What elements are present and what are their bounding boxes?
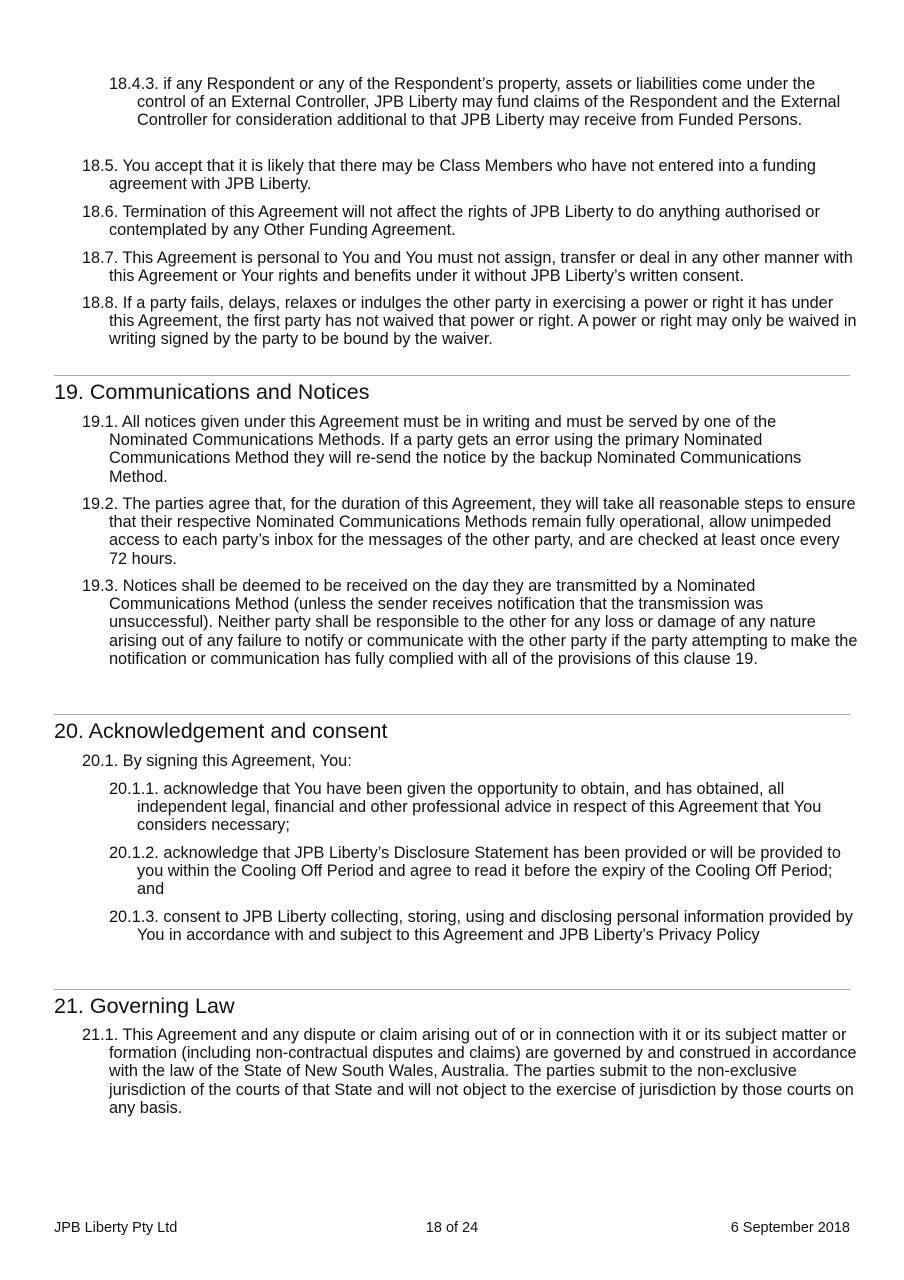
clause-18-4-3: 18.4.3. if any Respondent or any of the Respondent’s property, assets or liabilities come under the control of an External Controller, JPB Liberty may fund claims of the Respondent and the External Controller for consideration additional to that JPB Liberty may receive from Funded Persons. xyxy=(109,75,841,130)
section-divider xyxy=(54,714,850,715)
footer-page-number: 18 of 24 xyxy=(425,1220,479,1236)
section-20-heading: 20. Acknowledgement and consent xyxy=(54,719,388,743)
clause-20-1-2: 20.1.2. acknowledge that JPB Liberty’s Disclosure Statement has been provided or will be provided to you within the Cooling Off Period and agree to read it before the expiry of the Cooling Off Period; and xyxy=(109,844,841,899)
clause-18-7: 18.7. This Agreement is personal to You and You must not assign, transfer or deal in any other manner with this Agreement or Your rights and benefits under it without JPB Liberty’s written consent. xyxy=(82,249,853,286)
clause-20-1-3: 20.1.3. consent to JPB Liberty collecting, storing, using and disclosing personal information provided by You in accordance with and subject to this Agreement and JPB Liberty’s Privacy Policy xyxy=(109,908,853,945)
section-19-heading: 19. Communications and Notices xyxy=(54,380,370,404)
clause-18-6: 18.6. Termination of this Agreement will not affect the rights of JPB Liberty to do anything authorised or contemplated by any Other Funding Agreement. xyxy=(82,203,820,240)
clause-20-1: 20.1. By signing this Agreement, You: xyxy=(82,752,352,770)
section-divider xyxy=(54,989,850,990)
clause-19-3: 19.3. Notices shall be deemed to be received on the day they are transmitted by a Nominated Communications Method (unless the sender receives notification that the transmission was unsuccessful). Neither party shall be responsible to the other for any loss or damage of any nature arising out of any failure to notify or communicate with the other party if the party attempting to make the notification or communication has fully complied with all of the provisions of this clause 19. xyxy=(82,577,858,668)
section-divider xyxy=(54,375,850,376)
clause-19-1: 19.1. All notices given under this Agreement must be in writing and must be served by one of the Nominated Communications Methods. If a party gets an error using the primary Nominated Communications Method they will re-send the notice by the backup Nominated Communications Method. xyxy=(82,413,802,486)
footer-date: 6 September 2018 xyxy=(730,1220,850,1236)
clause-18-5: 18.5. You accept that it is likely that there may be Class Members who have not entered into a funding agreement with JPB Liberty. xyxy=(82,157,816,194)
section-21-heading: 21. Governing Law xyxy=(54,994,235,1018)
clause-21-1: 21.1. This Agreement and any dispute or claim arising out of or in connection with it or its subject matter or formation (including non-contractual disputes and claims) are governed by and construed in accordance with the law of the State of New South Wales, Australia. The parties submit to the non-exclusive jurisdiction of the courts of that State and will not object to the exercise of jurisdiction by those courts on any basis. xyxy=(82,1026,857,1117)
clause-20-1-1: 20.1.1. acknowledge that You have been given the opportunity to obtain, and has obtained, all independent legal, financial and other professional advice in respect of this Agreement that You considers necessary; xyxy=(109,780,822,835)
footer-company: JPB Liberty Pty Ltd xyxy=(54,1220,178,1236)
clause-18-8: 18.8. If a party fails, delays, relaxes or indulges the other party in exercising a power or right it has under this Agreement, the first party has not waived that power or right. A power or right may only be waived in writing signed by the party to be bound by the waiver. xyxy=(82,294,857,349)
clause-19-2: 19.2. The parties agree that, for the duration of this Agreement, they will take all reasonable steps to ensure that their respective Nominated Communications Methods remain fully operational, allow unimpeded access to each party’s inbox for the messages of the other party, and are checked at least once every 72 hours. xyxy=(82,495,856,568)
